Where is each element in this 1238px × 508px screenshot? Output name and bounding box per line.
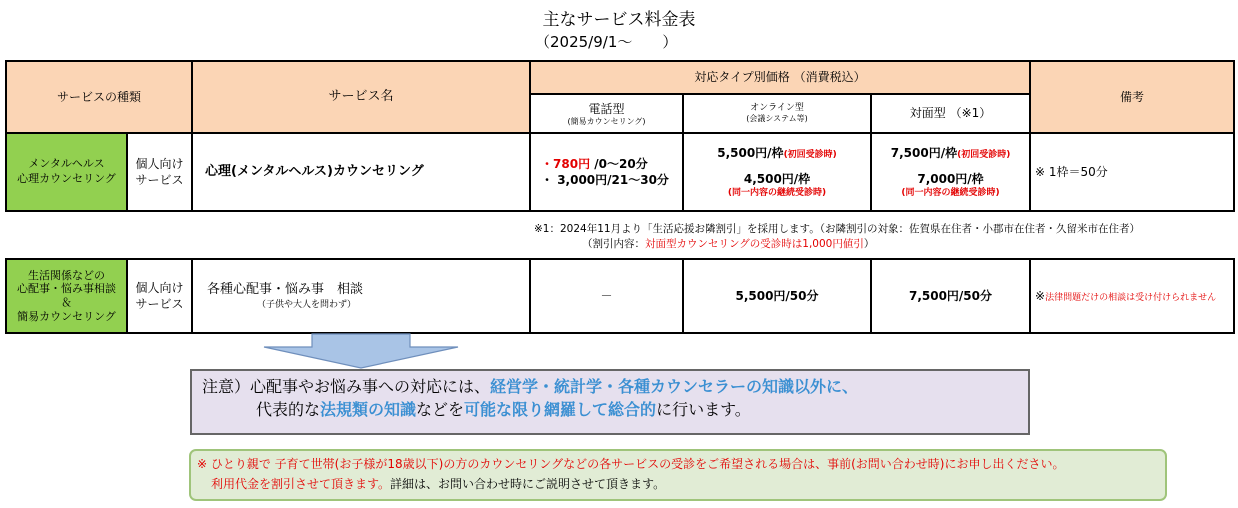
category-mental-health: メンタルヘルス 心理カウンセリング	[6, 133, 127, 211]
service-name-consultation: 各種心配事・悩み事 相談 （子供や大人を問わず）	[192, 259, 530, 333]
caution-box: 注意）心配事やお悩み事への対応には、経営学・統計学・各種カウンセラーの知識以外に、 代表的な法規類の知識などを可能な限り網羅して総合的に行います。	[190, 369, 1030, 435]
header-phone	[530, 94, 683, 133]
period-label: （2025/9/1～ ）	[535, 33, 678, 51]
table-row-mental-health	[6, 133, 1234, 211]
service-name-psych-counseling: 心理(メンタルヘルス)カウンセリング	[192, 133, 530, 211]
down-arrow-icon	[262, 333, 460, 369]
remarks-legal: ※法律問題だけの相談は受け付けられません	[1030, 259, 1234, 333]
header-online-sub: (会議システム等)	[746, 114, 808, 124]
inperson-price: 7,500円/枠(初回受診時) 7,000円/枠 (同一内容の継続受診時)	[871, 133, 1030, 211]
header-price-group: 対応タイプ別価格 （消費税込）	[530, 61, 1030, 94]
header-inperson: 対面型 （※1）	[871, 94, 1030, 133]
discount-note: ※1：2024年11月より「生活応援お隣割引」を採用します。（お隣割引の対象：佐賀県在住者・小郡市在住者・久留米市在住者） （割引内容：対面型カウンセリングの受診時は1,000円値引）	[534, 223, 1140, 251]
inperson-price-2: 7,500円/50分	[871, 259, 1030, 333]
category-consultation: 生活関係などの 心配事・悩み事相談 ＆ 簡易カウンセリング	[6, 259, 127, 333]
online-price: 5,500円/枠(初回受診時) 4,500円/枠 (同一内容の継続受診時)	[683, 133, 871, 211]
header-online-label: オンライン型	[750, 103, 804, 114]
page-title: 主なサービス料金表	[542, 10, 696, 30]
target-individual-2: 個人向け サービス	[127, 259, 192, 333]
remarks-slot-length: ※ 1枠＝50分	[1030, 133, 1234, 211]
phone-price: ・780円 /0～20分 ・ 3,000円/21～30分	[530, 133, 683, 211]
target-individual: 個人向け サービス	[127, 133, 192, 211]
phone-price-2: －	[530, 259, 683, 333]
header-online	[683, 94, 871, 133]
online-price-2: 5,500円/50分	[683, 259, 871, 333]
table-row-consultation	[6, 259, 1234, 333]
header-service-name: サービス名	[192, 61, 530, 133]
single-parent-discount-note: ※ ひとり親で 子育て世帯(お子様が18歳以下)の方のカウンセリングなどの各サービスの受診をご希望される場合は、事前(お問い合わせ時)にお申し出ください。 利用代金を割引させて頂きます。詳細は、お問い合わせ時にご説明させて頂きます。	[189, 449, 1167, 501]
consultation-table	[5, 258, 1235, 334]
header-phone-sub: (簡易カウンセリング)	[567, 116, 646, 126]
header-remarks: 備考	[1030, 61, 1234, 133]
phone-price-highlight: 780円	[553, 156, 591, 171]
header-phone-label: 電話型	[588, 101, 625, 116]
header-service-type: サービスの種類	[6, 61, 192, 133]
price-table	[5, 60, 1235, 212]
